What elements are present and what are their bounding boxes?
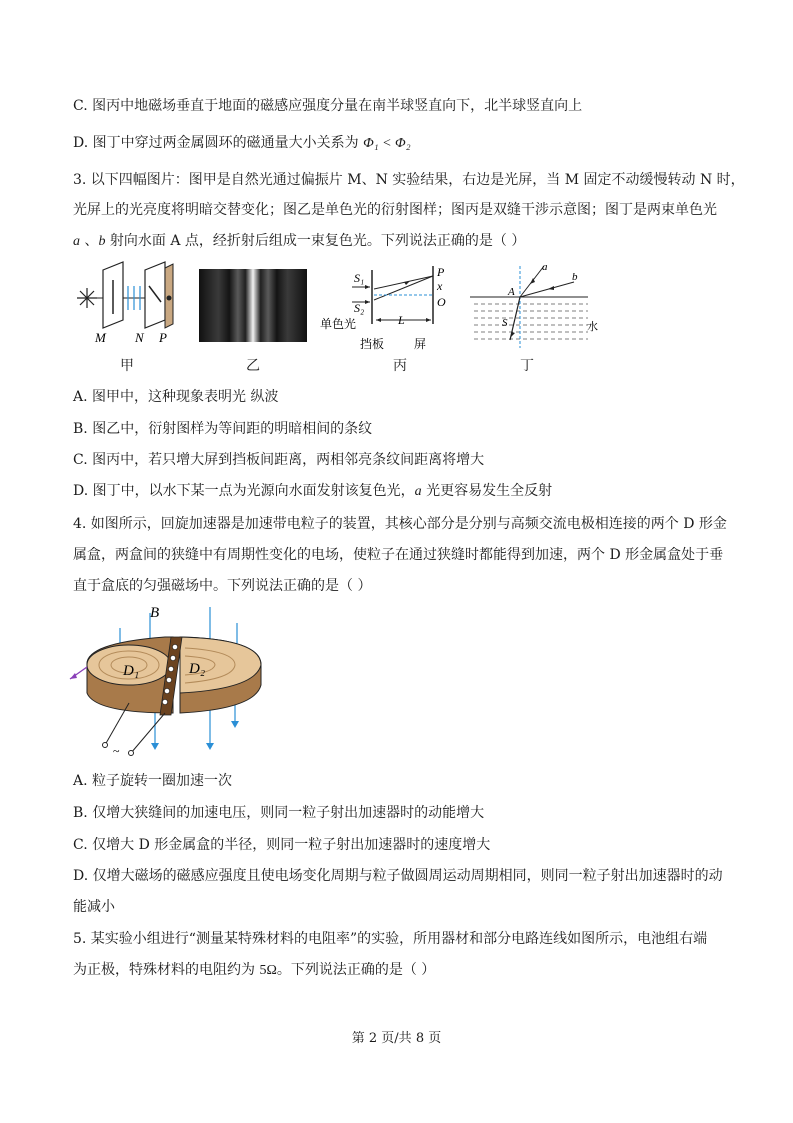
label-m: M <box>95 330 106 345</box>
q2-option-d-text: D. 图丁中穿过两金属圆环的磁通量大小关系为 <box>73 135 364 151</box>
q4-option-b: B. 仅增大狭缝间的加速电压，则同一粒子射出加速器时的动能增大 <box>73 805 485 821</box>
q3-stem-line1: 3. 以下四幅图片：图甲是自然光通过偏振片 M、N 实验结果，右边是光屏，当 M 固定不动缓慢转动 N 时， <box>73 172 745 188</box>
q4-stem-line2: 属盒，两盒间的狭缝中有周期性变化的电场，使粒子在通过狭缝时都能得到加速，两个 D 形金属盒处于垂 <box>73 547 724 563</box>
figure-bing-double-slit <box>318 262 458 352</box>
q2-option-c: C. 图丙中地磁场垂直于地面的磁感应强度分量在南半球竖直向下，北半球竖直向上 <box>73 98 583 114</box>
page-footer: 第 2 页/共 8 页 <box>351 1031 442 1046</box>
q3-option-d-symbol: a <box>414 484 422 499</box>
label-s2: S₂ <box>354 301 365 315</box>
label-l: L <box>398 313 405 327</box>
q5-stem-line2 <box>73 960 753 981</box>
q3-sep: 、 <box>80 233 99 249</box>
label-d1: D₁ <box>123 663 140 679</box>
label-p: P <box>159 330 167 345</box>
label-a-point: A <box>508 286 515 298</box>
q3-option-c: C. 图丙中，若只增大屏到挡板间距离，两相邻亮条纹间距离将增大 <box>73 452 485 468</box>
q5-stem-text: 为正极，特殊材料的电阻约为 <box>73 962 260 978</box>
caption-jia: 甲 <box>120 358 134 374</box>
figure-jia <box>73 258 183 348</box>
q5-stem-line1: 5. 某实验小组进行“测量某特殊材料的电阻率”的实验，所用器材和部分电路连线如图所示，电池组右端 <box>73 931 708 947</box>
q4-stem-line1: 4. 如图所示，回旋加速器是加速带电粒子的装置，其核心部分是分别与高频交流电极相连接的两个 D 形金 <box>73 516 727 532</box>
label-b: B <box>150 605 160 621</box>
q4-option-a: A. 粒子旋转一圈加速一次 <box>73 773 233 789</box>
light-source-icon <box>77 288 97 308</box>
label-b: b <box>572 271 578 283</box>
q2-option-d-formula: Φ₁ < Φ₂ <box>363 136 411 151</box>
q3-option-b: B. 图乙中，衍射图样为等间距的明暗相间的条纹 <box>73 421 373 437</box>
q4-stem-line3: 直于盒底的匀强磁场中。下列说法正确的是（ ） <box>73 578 372 594</box>
caption-yi: 乙 <box>246 358 260 374</box>
q3-stem-line3-rest: 射向水面 A 点，经折射后组成一束复色光。下列说法正确的是（ ） <box>105 233 526 249</box>
q3-option-a: A. 图甲中，这种现象表明光 纵波 <box>73 389 279 405</box>
q2-option-d <box>73 133 753 154</box>
q3-symbol-b: b <box>98 234 106 249</box>
q4-option-c: C. 仅增大 D 形金属盒的半径，则同一粒子射出加速器时的速度增大 <box>73 837 491 853</box>
q5-stem-rest: 。下列说法正确的是（ ） <box>276 962 436 978</box>
label-d2: D₂ <box>189 661 206 677</box>
label-screen: 屏 <box>414 337 427 351</box>
caption-ding: 丁 <box>520 358 534 374</box>
figure-cyclotron <box>65 603 275 763</box>
label-water: 水 <box>587 321 598 333</box>
label-a: a <box>542 262 548 273</box>
label-n: N <box>135 330 144 345</box>
figure-yi-diffraction <box>199 269 307 342</box>
label-s: S <box>502 317 508 329</box>
figure-ding-refraction <box>470 262 600 352</box>
q4-option-d-line2: 能减小 <box>73 899 115 915</box>
q3-symbol-a: a <box>73 234 80 249</box>
q3-option-d-rest: 光更容易发生全反射 <box>421 483 553 499</box>
label-o: O <box>437 295 446 309</box>
q5-resistance-value: 5Ω <box>259 963 277 978</box>
q3-stem-line2: 光屏上的光亮度将明暗交替变化；图乙是单色光的衍射图样；图丙是双缝干涉示意图；图丁是两束单色光 <box>73 202 717 218</box>
q4-option-d-line1: D. 仅增大磁场的磁感应强度且使电场变化周期与粒子做圆周运动周期相同，则同一粒子射出加速器时的动 <box>73 868 723 884</box>
label-monochromatic: 单色光 <box>320 317 357 331</box>
q3-stem-line3 <box>73 231 753 252</box>
caption-bing: 丙 <box>393 358 407 374</box>
label-p: P <box>437 265 445 279</box>
water-hatch <box>474 304 588 339</box>
label-ac: ~ <box>113 744 120 758</box>
q3-option-d-text: D. 图丁中，以水下某一点为光源向水面发射该复色光， <box>73 483 415 499</box>
label-s1: S₁ <box>354 271 365 285</box>
label-plate: 挡板 <box>360 337 385 351</box>
label-x: x <box>437 279 443 293</box>
q3-option-d <box>73 481 753 502</box>
